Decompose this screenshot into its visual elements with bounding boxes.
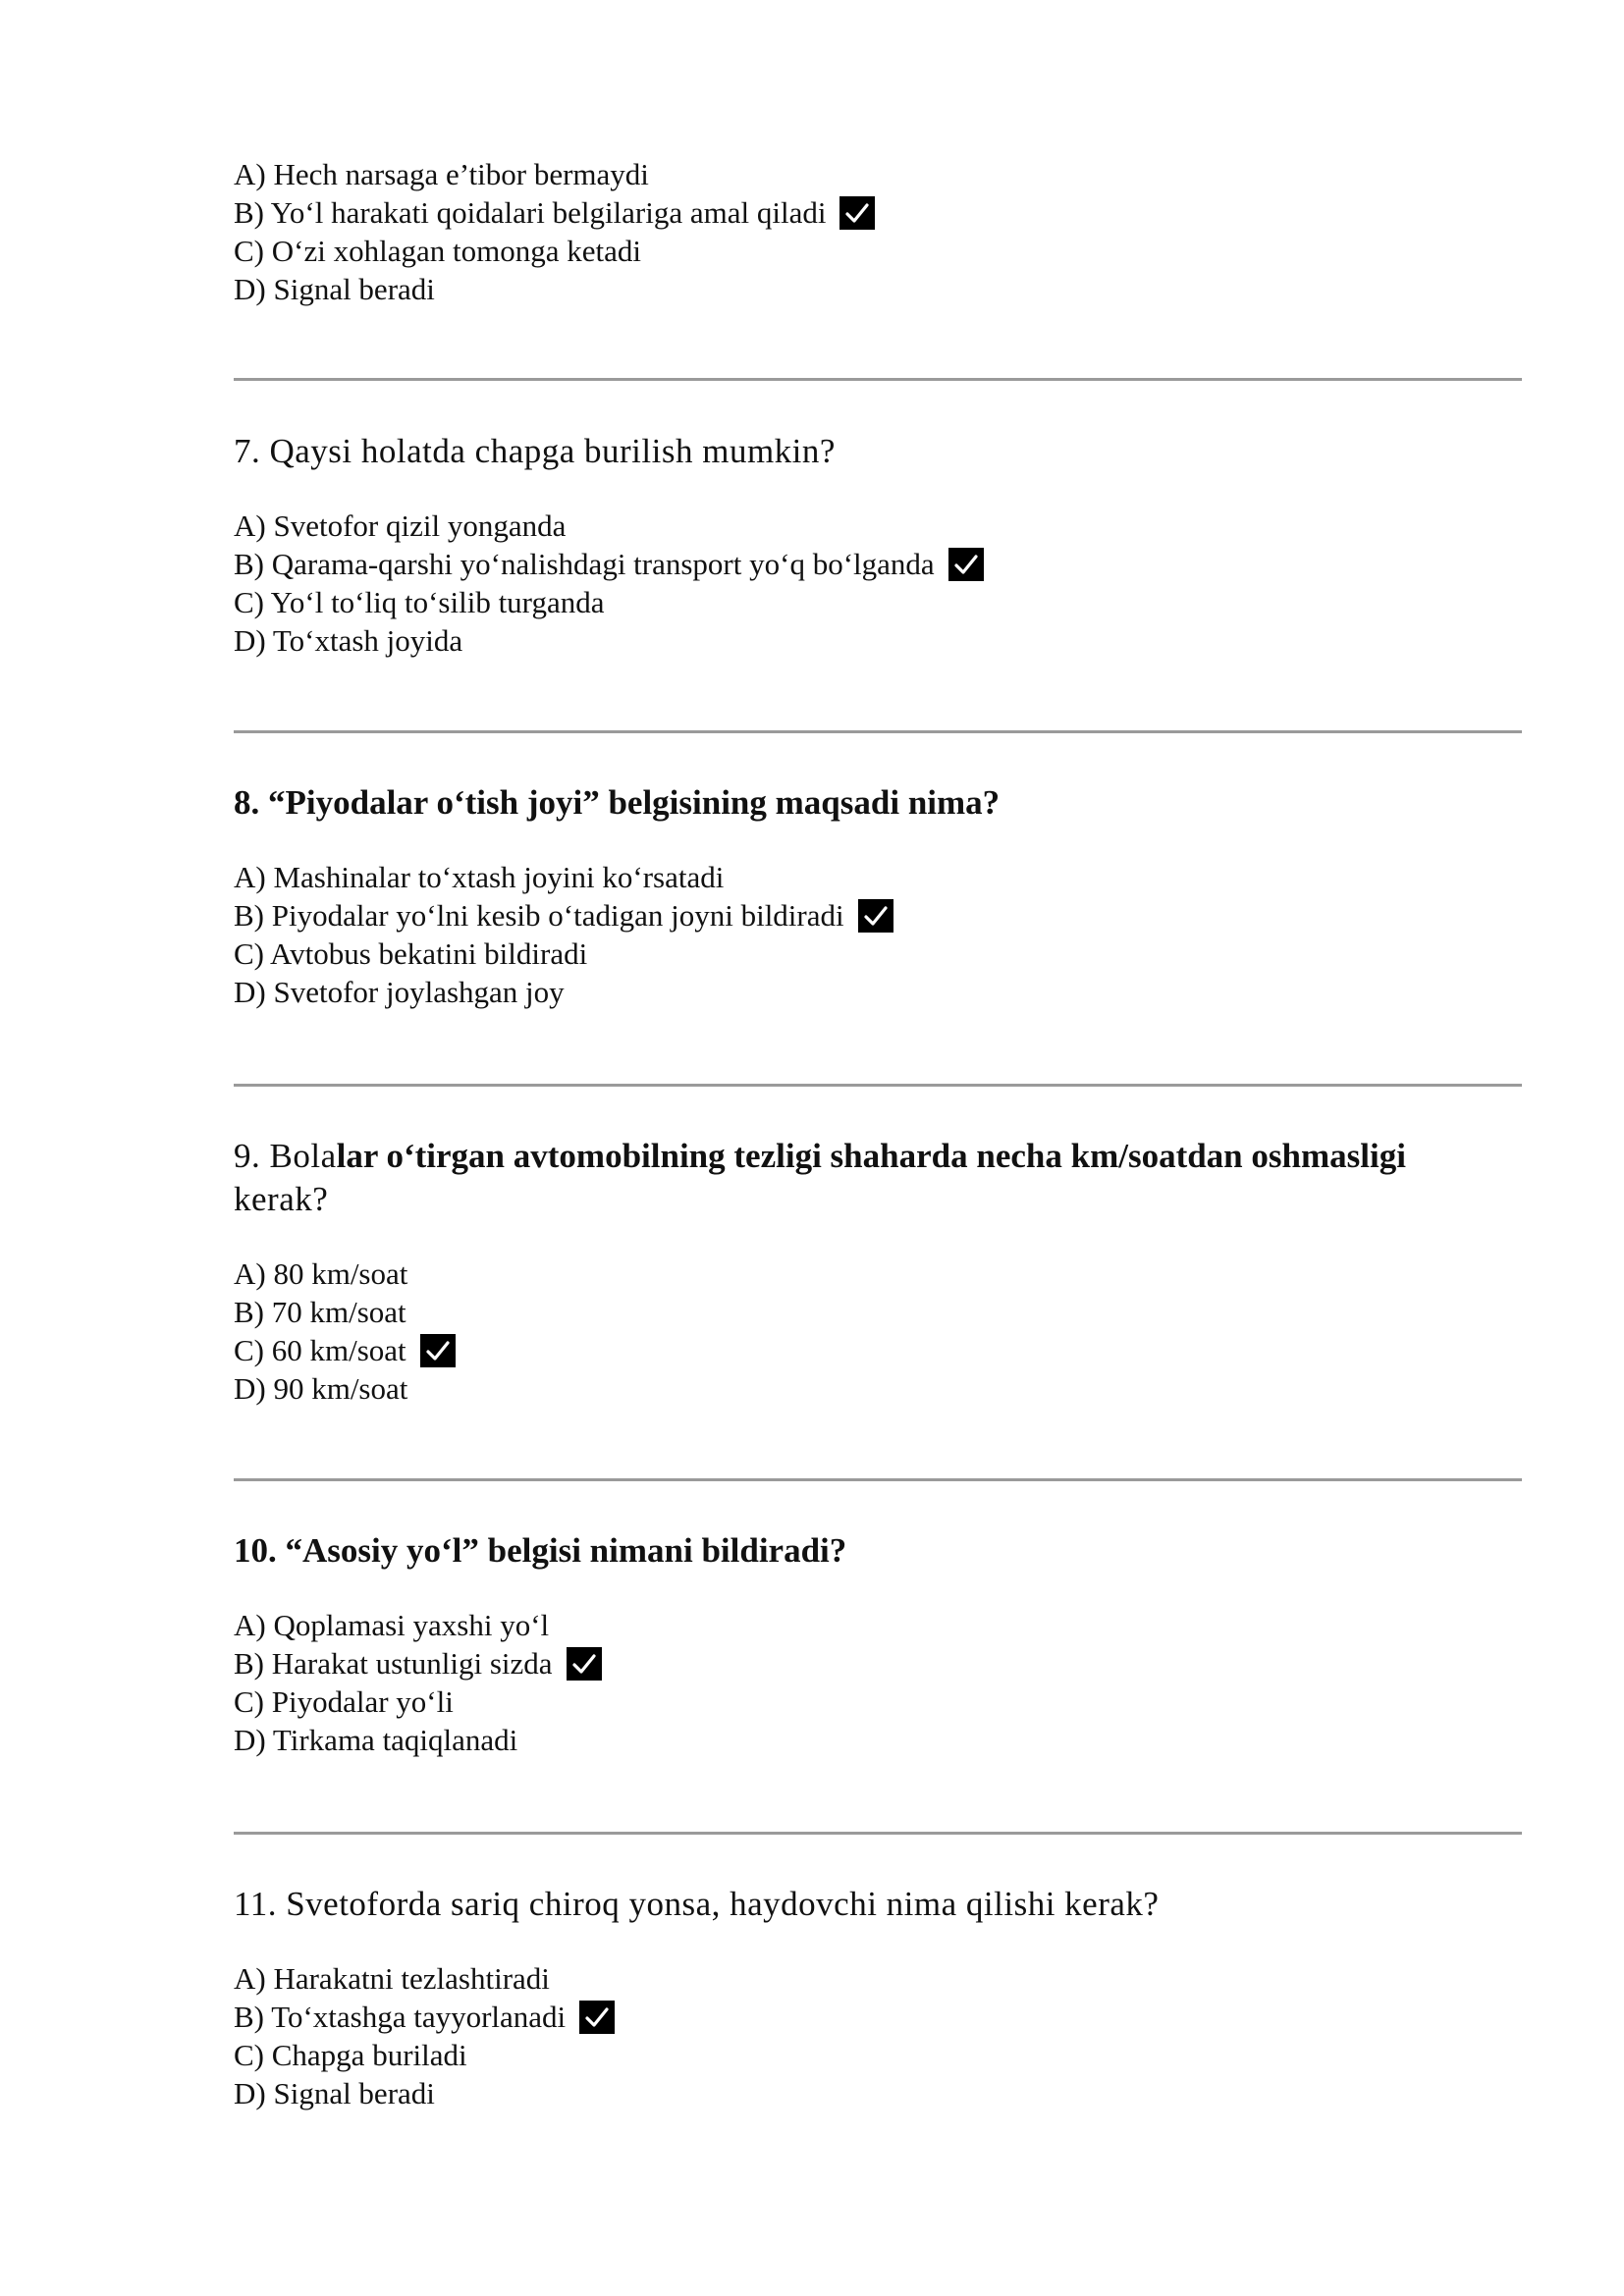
option-a (234, 1959, 1520, 1998)
option-a (234, 155, 1520, 193)
option-text: A) Svetofor qizil yonganda (234, 508, 567, 543)
option-a (234, 1606, 1520, 1644)
option-text: C) Piyodalar yo‘li (234, 1684, 454, 1719)
question-9 (234, 1135, 1520, 1408)
option-text: D) Tirkama taqiqlanadi (234, 1723, 518, 1757)
option-c (234, 583, 1520, 621)
option-text: C) Chapga buriladi (234, 2038, 467, 2072)
option-c (234, 1331, 1520, 1369)
option-text: B) To‘xtashga tayyorlanadi (234, 2000, 567, 2034)
section-divider (234, 378, 1522, 381)
question-title (234, 1135, 1520, 1221)
option-text: D) 90 km/soat (234, 1371, 408, 1406)
options-list (234, 155, 1520, 308)
section-divider (234, 1084, 1522, 1087)
question-6 (234, 155, 1520, 308)
option-b (234, 193, 1520, 232)
options-list (234, 1255, 1520, 1408)
option-b (234, 896, 1520, 934)
question-8 (234, 781, 1520, 1011)
option-text: C) 60 km/soat (234, 1333, 406, 1367)
option-text: C) Avtobus bekatini bildiradi (234, 936, 588, 971)
option-a (234, 858, 1520, 896)
option-text: D) Svetofor joylashgan joy (234, 975, 565, 1009)
options-list (234, 1606, 1520, 1759)
question-title: 8. “Piyodalar o‘tish joyi” belgisining maqsadi nima? (234, 783, 1001, 822)
option-b (234, 1644, 1520, 1682)
option-b (234, 1998, 1520, 2036)
option-text: A) Qoplamasi yaxshi yo‘l (234, 1608, 550, 1642)
option-c (234, 1682, 1520, 1721)
checkmark-icon (420, 1334, 456, 1367)
option-text: B) Qarama-qarshi yo‘nalishdagi transport yo‘q bo‘lganda (234, 547, 935, 581)
option-text: A) Hech narsaga e’tibor bermaydi (234, 157, 649, 191)
option-text: D) Signal beradi (234, 2076, 435, 2110)
option-b (234, 545, 1520, 583)
checkmark-icon (579, 2001, 615, 2034)
option-c (234, 2036, 1520, 2074)
option-d (234, 1369, 1520, 1408)
option-text: C) Yo‘l to‘liq to‘silib turganda (234, 585, 605, 619)
checkmark-icon (858, 899, 893, 933)
question-7 (234, 430, 1520, 660)
option-c (234, 934, 1520, 973)
option-text: A) 80 km/soat (234, 1256, 408, 1291)
section-divider (234, 1832, 1522, 1835)
option-text: A) Mashinalar to‘xtash joyini ko‘rsatadi (234, 860, 725, 894)
option-d (234, 270, 1520, 308)
options-list (234, 1959, 1520, 2112)
option-b (234, 1293, 1520, 1331)
option-a (234, 1255, 1520, 1293)
option-text: D) Signal beradi (234, 272, 435, 306)
option-text: B) Piyodalar yo‘lni kesib o‘tadigan joyni bildiradi (234, 898, 844, 933)
option-text: D) To‘xtash joyida (234, 623, 463, 658)
options-list (234, 858, 1520, 1011)
question-title: 7. Qaysi holatda chapga burilish mumkin? (234, 432, 836, 470)
question-title: 11. Svetoforda sariq chiroq yonsa, haydovchi nima qilishi kerak? (234, 1885, 1160, 1923)
option-d (234, 973, 1520, 1011)
options-list (234, 507, 1520, 660)
option-d (234, 1721, 1520, 1759)
option-text: A) Harakatni tezlashtiradi (234, 1961, 550, 1996)
option-text: C) O‘zi xohlagan tomonga ketadi (234, 234, 641, 268)
question-title-tail: kerak? (234, 1180, 329, 1218)
question-title-bold: lar o‘tirgan avtomobilning tezligi shaharda necha km/soatdan oshmasligi (336, 1137, 1406, 1175)
section-divider (234, 1478, 1522, 1481)
checkmark-icon (567, 1647, 602, 1681)
option-d (234, 621, 1520, 660)
question-title-lead: 9. Bola (234, 1137, 337, 1175)
question-11 (234, 1883, 1520, 2112)
question-10 (234, 1529, 1520, 1759)
option-c (234, 232, 1520, 270)
option-text: B) Harakat ustunligi sizda (234, 1646, 553, 1681)
question-title: 10. “Asosiy yo‘l” belgisi nimani bildiradi? (234, 1531, 847, 1570)
checkmark-icon (948, 548, 984, 581)
section-divider (234, 730, 1522, 733)
option-d (234, 2074, 1520, 2112)
option-text: B) Yo‘l harakati qoidalari belgilariga amal qiladi (234, 195, 827, 230)
checkmark-icon (839, 196, 875, 230)
option-a (234, 507, 1520, 545)
option-text: B) 70 km/soat (234, 1295, 406, 1329)
